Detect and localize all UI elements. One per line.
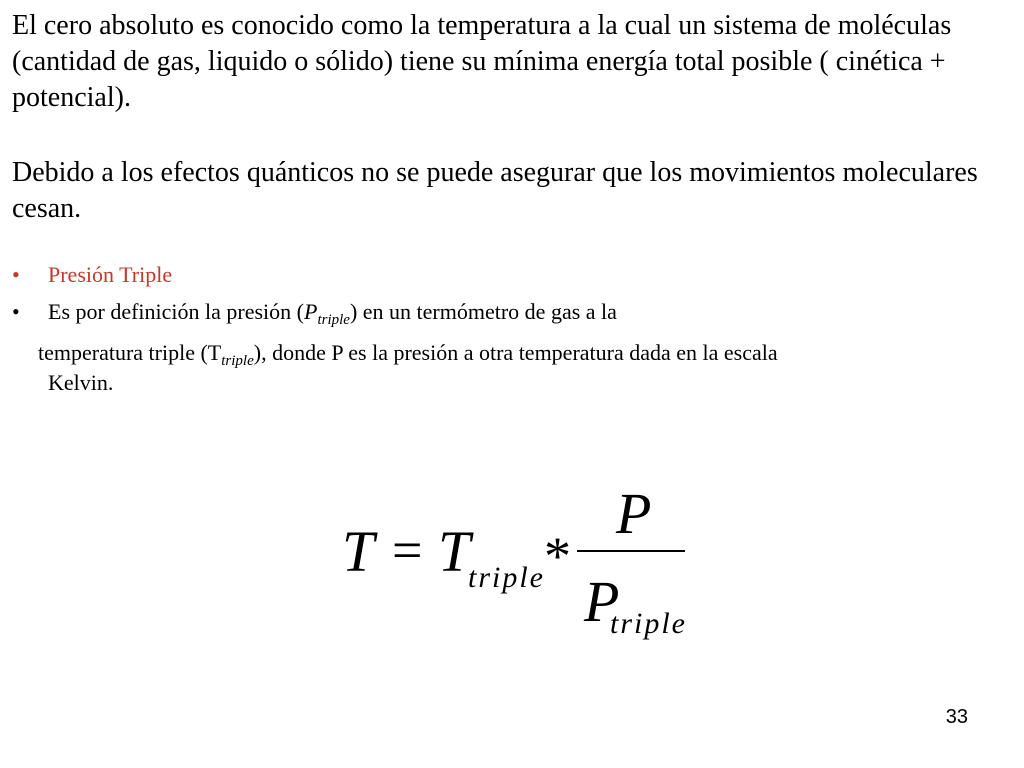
bullet-dot: • [12, 262, 20, 287]
formula-times: * [544, 526, 571, 586]
formula-t-subscript: triple [468, 561, 545, 594]
formula-T: T [438, 519, 471, 584]
bullet-dot: • [12, 299, 20, 324]
formula-denominator-subscript: triple [610, 607, 687, 640]
definition-text-end: ) en un termómetro de gas a la [349, 299, 617, 324]
t-subscript: triple [221, 353, 254, 369]
p-subscript: triple [317, 312, 350, 328]
p-symbol: P [304, 299, 318, 324]
definition-continuation [38, 338, 1018, 368]
continuation-end: ), donde P es la presión a otra temperatura dada en la escala [253, 340, 778, 365]
definition-continuation-2: Kelvin. [48, 370, 114, 395]
bullet-item-triple-pressure [12, 260, 1012, 290]
formula-numerator: P [616, 481, 652, 546]
continuation-start: temperatura triple (T [38, 340, 222, 365]
formula-equals: = [392, 520, 423, 580]
bullet-item-definition [12, 297, 1012, 327]
paragraph-quantum-effects: Debido a los efectos quánticos no se puede asegurar que los movimientos moleculares cesan. [12, 157, 978, 224]
bullet-text: Presión Triple [48, 262, 173, 287]
formula-lhs-T: T [342, 519, 375, 584]
formula-denominator: P [584, 569, 620, 634]
paragraph-absolute-zero: El cero absoluto es conocido como la temperatura a la cual un sistema de moléculas (cantidad de gas, liquido o sólido) tiene su mínima energía total posible ( cinética + potencial). [12, 10, 952, 113]
fraction-bar [577, 550, 685, 552]
definition-text-start: Es por definición la presión ( [48, 299, 304, 324]
temperature-formula [330, 470, 710, 650]
page-number: 33 [945, 706, 968, 728]
